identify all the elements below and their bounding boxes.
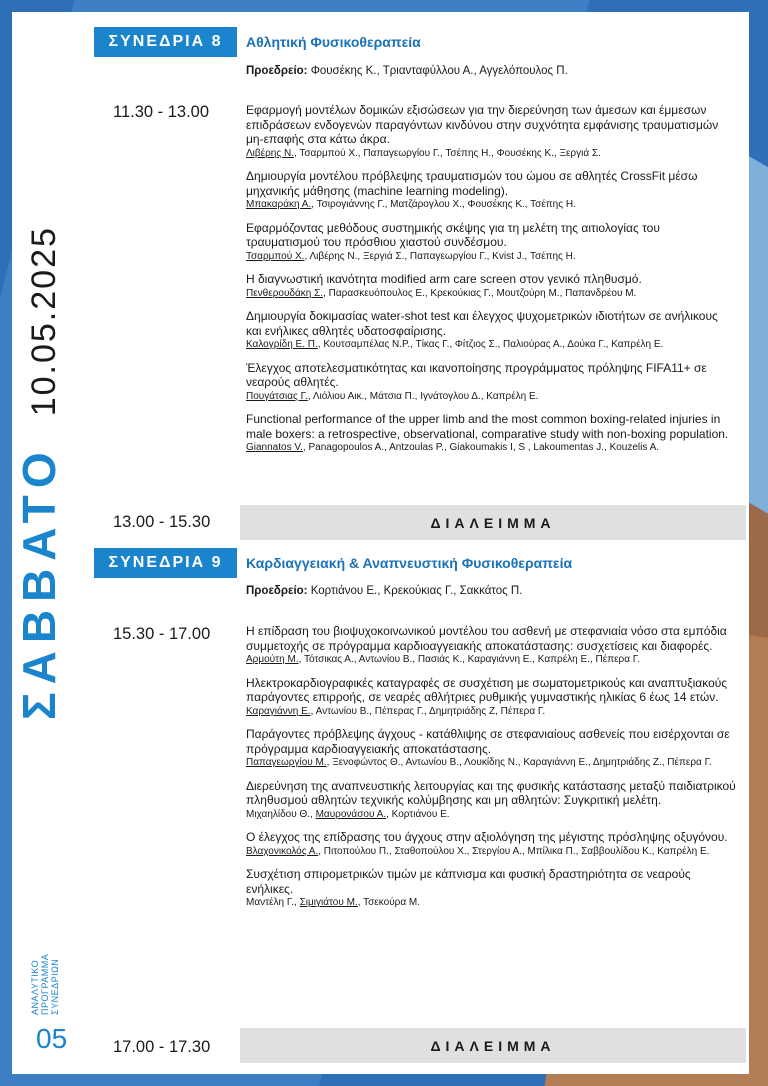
talk-item bbox=[246, 727, 736, 770]
talk-title: Functional performance of the upper limb and the most common boxing-related injuries in male boxers: a retrospective, observational, comparative study with non-boxing population. bbox=[246, 412, 729, 441]
day-label: ΣΑΒΒΑΤΟ bbox=[13, 444, 65, 720]
talk-title: Παράγοντες πρόβλεψης άγχους - κατάθλιψης σε στεφανιαίους ασθενείς που εισέρχονται σε πρόγραμμα καρδιοαγγειακής αποκατάστασης. bbox=[246, 727, 730, 756]
presenter-name: Καλογρίδη Ε. Π. bbox=[246, 339, 318, 350]
talk-title: Διερεύνηση της αναπνευστικής λειτουργίας και της φυσικής κατάστασης μεταξύ παιδιατρικού πληθυσμού αθλητών τεχνικής κολύμβησης και μη αθλητών: Συγκριτική μελέτη. bbox=[246, 778, 736, 807]
page-number: 05 bbox=[36, 1023, 68, 1054]
talk-authors: Giannatos V., Panagopoulos A., Antzoulas P., Giakoumakis I, S , Lakoumentas J., Kouzelis A. bbox=[246, 442, 660, 453]
break-2-time: 17.00 - 17.30 bbox=[113, 1038, 211, 1056]
talk-title: Δημιουργία μοντέλου πρόβλεψης τραυματισμών του ώμου σε αθλητές CrossFit μέσω μηχανικής μάθησης (machine learning modeling). bbox=[246, 169, 698, 198]
presenter-name: Καραγιάννη Ε. bbox=[246, 705, 311, 717]
session-8-title: Αθλητική Φυσικοθεραπεία bbox=[246, 34, 421, 50]
talk-item bbox=[246, 676, 736, 719]
talk-item bbox=[246, 412, 736, 455]
presenter-name: Μπακαράκη Α. bbox=[246, 199, 312, 210]
talk-title: Η επίδραση του βιοψυχοκοινωνικού μοντέλου του ασθενή με στεφανιαία νόσο στα εμπόδια συμμετοχής σε πρόγραμμα καρδιοαγγειακής αποκατάστασης: συσχετίσεις και διαφορές. bbox=[246, 624, 727, 653]
session-9-chairs: Προεδρείο: Κορτιάνου Ε., Κρεκούκιας Γ., Σακκάτος Π. bbox=[246, 585, 523, 597]
talk-title: Εφαρμογή μοντέλων δομικών εξισώσεων για την διερεύνηση των άμεσων και έμμεσων επιδράσεων ενδογενών παραγόντων κινδύνου στην συχνότητα εμφάνισης τραυματισμών μη-επαφής στα κάτω άκρα. bbox=[246, 103, 719, 146]
talk-item bbox=[246, 361, 736, 404]
talk-title: Δημιουργία δοκιμασίας water-shot test και έλεγχος ψυχομετρικών ιδιοτήτων σε ανήλικους και ενήλικες αθλητές υδατοσφαίρισης. bbox=[246, 309, 718, 338]
talk-authors: Παπαγεωργίου Μ., Ξενοφώντος Θ., Αντωνίου Β., Λουκίδης Ν., Καραγιάννη Ε., Δημητριάδης Ζ., Πέπερα Γ. bbox=[246, 757, 712, 768]
vertical-date-header bbox=[12, 226, 72, 720]
talk-item bbox=[246, 221, 736, 264]
session-8-tag: ΣΥΝΕΔΡΙΑ 8 bbox=[94, 27, 237, 57]
talk-title: Συσχέτιση σπιρομετρικών τιμών με κάπνισμα και φυσική δραστηριότητα σε νεαρούς ενήλικες. bbox=[246, 867, 691, 896]
talk-item bbox=[246, 867, 736, 910]
session-9-talks bbox=[246, 624, 736, 919]
presenter-name: Πουγάτσιας Γ. bbox=[246, 390, 308, 402]
talk-item bbox=[246, 272, 736, 300]
talk-authors: Αρμούτη Μ., Τότσικας Α., Αντωνίου Β., Πασιάς Κ., Καραγιάννη Ε., Καπρέλη Ε., Πέπερα Γ. bbox=[246, 654, 640, 665]
session-8-chairs: Προεδρείο: Φουσέκης Κ., Τριανταφύλλου Α., Αγγελόπουλος Π. bbox=[246, 65, 568, 77]
session-9-title: Καρδιαγγειακή & Αναπνευστική Φυσικοθεραπεία bbox=[246, 555, 573, 571]
talk-item bbox=[246, 779, 736, 822]
session-9-time: 15.30 - 17.00 bbox=[113, 625, 211, 643]
presenter-name: Μαυρονάσου Α. bbox=[315, 808, 387, 820]
footer-label: ΑΝΑΛΥΤΙΚΟ ΠΡΟΓΡΑΜΜΑ ΣΥΝΕΔΡΙΩΝ bbox=[30, 953, 60, 1015]
session-8-time: 11.30 - 13.00 bbox=[113, 103, 210, 121]
talk-authors: Λιβέρης Ν., Τσαρμπού Χ., Παπαγεωργίου Γ., Τσέπης Η., Φουσέκης Κ., Ξεργιά Σ. bbox=[246, 147, 601, 159]
talk-authors: Καλογρίδη Ε. Π., Κουτσαμπέλας Ν.Ρ., Τίκας Γ., Φίτζιος Σ., Παλιούρας Α., Δούκα Γ., Καπρέλη Ε. bbox=[246, 339, 664, 350]
break-1-banner: ΔΙΑΛΕΙΜΜΑ bbox=[240, 505, 746, 540]
break-1-time: 13.00 - 15.30 bbox=[113, 513, 211, 531]
talk-authors: Τσαρμπού Χ., Λιβέρης Ν., Ξεργιά Σ., Παπαγεωργίου Γ., Kvist J., Τσέπης Η. bbox=[246, 250, 576, 262]
presenter-name: Πενθερουδάκη Σ. bbox=[246, 287, 324, 299]
talk-authors: Μαντέλη Γ., Σιμιγιάτου Μ., Τσεκούρα Μ. bbox=[246, 897, 421, 908]
talk-item bbox=[246, 169, 736, 212]
talk-item bbox=[246, 624, 736, 667]
talk-authors: Μπακαράκη Α., Τσιρογιάννης Γ., Ματζάρογλου Χ., Φουσέκης Κ., Τσέπης Η. bbox=[246, 199, 576, 210]
talk-authors: Πουγάτσιας Γ., Λιόλιου Αικ., Μάτσια Π., Ιγνάτογλου Δ., Καπρέλη Ε. bbox=[246, 390, 539, 402]
session-9-tag: ΣΥΝΕΔΡΙΑ 9 bbox=[94, 548, 237, 578]
presenter-name: Τσαρμπού Χ. bbox=[246, 250, 305, 262]
presenter-name: Giannatos V. bbox=[246, 442, 303, 453]
talk-authors: Μιχαηλίδου Θ., Μαυρονάσου Α., Κορτιάνου Ε. bbox=[246, 808, 450, 820]
talk-authors: Βλαχονικολός Α., Πιτοπούλου Π., Σταθοπούλου Χ., Στεργίου Α., Μπίλικα Π., Σαββουλίδου Κ., Καπρέλη Ε. bbox=[246, 845, 710, 857]
talk-item bbox=[246, 830, 736, 858]
presenter-name: Αρμούτη Μ. bbox=[246, 654, 299, 665]
presenter-name: Παπαγεωργίου Μ. bbox=[246, 757, 327, 768]
talk-authors: Πενθερουδάκη Σ., Παρασκευόπουλος Ε., Κρεκούκιας Γ., Μουτζούρη Μ., Παπανδρέου Μ. bbox=[246, 287, 637, 299]
break-2-banner: ΔΙΑΛΕΙΜΜΑ bbox=[240, 1028, 746, 1063]
talk-title: Έλεγχος αποτελεσματικότητας και ικανοποίησης προγράμματος πρόληψης FIFA11+ σε νεαρούς αθλητές. bbox=[246, 360, 707, 389]
talk-title: Ηλεκτροκαρδιογραφικές καταγραφές σε συσχέτιση με σωματομετρικούς και αναπτυξιακούς παράγοντες επιρροής, σε νεαρές αθλήτριες ρυθμικής γυμναστικής ηλικίας 6 έως 14 ετών. bbox=[246, 675, 728, 704]
talk-item bbox=[246, 309, 736, 352]
talk-title: Εφαρμόζοντας μεθόδους συστημικής σκέψης για τη μελέτη της αιτιολογίας του τραυματισμού του πρόσθιου χιαστού συνδέσμου. bbox=[246, 220, 660, 249]
talk-item bbox=[246, 103, 736, 160]
presenter-name: Βλαχονικολός Α. bbox=[246, 845, 319, 857]
presenter-name: Σιμιγιάτου Μ. bbox=[299, 897, 358, 908]
talk-title: Η διαγνωστική ικανότητα modified arm care screen στον γενικό πληθυσμό. bbox=[246, 272, 642, 286]
date-label: 10.05.2025 bbox=[25, 226, 63, 417]
talk-authors: Καραγιάννη Ε., Αντωνίου Β., Πέπερας Γ., Δημητριάδης Ζ, Πέπερα Γ. bbox=[246, 705, 546, 717]
session-8-talks bbox=[246, 103, 736, 464]
talk-title: Ο έλεγχος της επίδρασης του άγχους στην αξιολόγηση της μέγιστης πρόσληψης οξυγόνου. bbox=[246, 830, 728, 844]
presenter-name: Λιβέρης Ν. bbox=[246, 147, 294, 159]
